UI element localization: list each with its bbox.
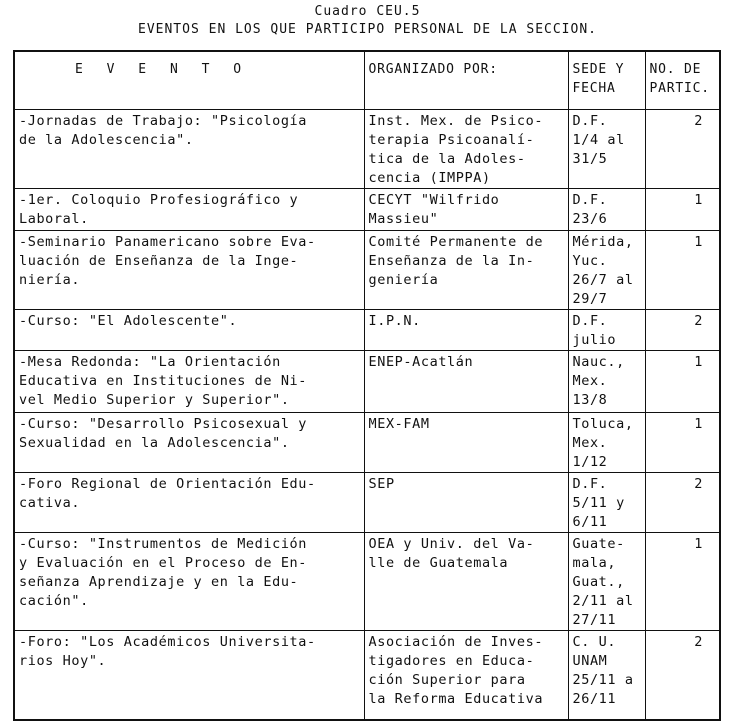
- table-title: Cuadro CEU.5: [314, 4, 421, 19]
- table-row: [14, 230, 720, 309]
- header-organizado: ORGANIZADO POR:: [364, 51, 568, 109]
- venue-date-cell: D.F. 1/4 al 31/5: [568, 109, 645, 188]
- header-evento: E V E N T O: [14, 51, 364, 109]
- venue-date-cell: D.F. julio: [568, 309, 645, 350]
- table-subtitle: EVENTOS EN LOS QUE PARTICIPO PERSONAL DE LA SECCION.: [138, 22, 597, 37]
- organizer-cell: SEP: [364, 472, 568, 532]
- event-cell: -Foro Regional de Orientación Edu- cativa.: [14, 472, 364, 532]
- venue-date-cell: D.F. 23/6: [568, 188, 645, 230]
- participants-cell: 1: [645, 532, 720, 630]
- table-row: [14, 109, 720, 188]
- event-cell: -Seminario Panamericano sobre Eva- luación de Enseñanza de la Inge- niería.: [14, 230, 364, 309]
- organizer-cell: ENEP-Acatlán: [364, 350, 568, 412]
- event-cell: -Mesa Redonda: "La Orientación Educativa en Instituciones de Ni- vel Medio Superior y Superior".: [14, 350, 364, 412]
- participants-cell: 2: [645, 472, 720, 532]
- participants-cell: 2: [645, 109, 720, 188]
- organizer-cell: Comité Permanente de Enseñanza de la In- geniería: [364, 230, 568, 309]
- organizer-cell: Asociación de Inves- tigadores en Educa- ción Superior para la Reforma Educativa: [364, 630, 568, 720]
- organizer-cell: OEA y Univ. del Va- lle de Guatemala: [364, 532, 568, 630]
- venue-date-cell: Guate- mala, Guat., 2/11 al 27/11: [568, 532, 645, 630]
- table-row: [14, 412, 720, 472]
- events-table: [13, 50, 721, 721]
- table-row: [14, 532, 720, 630]
- venue-date-cell: Nauc., Mex. 13/8: [568, 350, 645, 412]
- table-row: [14, 350, 720, 412]
- participants-cell: 1: [645, 350, 720, 412]
- participants-cell: 2: [645, 630, 720, 720]
- participants-cell: 1: [645, 230, 720, 309]
- table-row: [14, 630, 720, 720]
- header-sede: SEDE Y FECHA: [568, 51, 645, 109]
- event-cell: -Curso: "Desarrollo Psicosexual y Sexualidad en la Adolescencia".: [14, 412, 364, 472]
- participants-cell: 1: [645, 188, 720, 230]
- table-row: [14, 472, 720, 532]
- header-partic: NO. DE PARTIC.: [645, 51, 720, 109]
- venue-date-cell: C. U. UNAM 25/11 a 26/11: [568, 630, 645, 720]
- venue-date-cell: Toluca, Mex. 1/12: [568, 412, 645, 472]
- event-cell: -Foro: "Los Académicos Universita- rios Hoy".: [14, 630, 364, 720]
- table-row: [14, 188, 720, 230]
- participants-cell: 2: [645, 309, 720, 350]
- header-row: [14, 51, 720, 109]
- venue-date-cell: D.F. 5/11 y 6/11: [568, 472, 645, 532]
- venue-date-cell: Mérida, Yuc. 26/7 al 29/7: [568, 230, 645, 309]
- organizer-cell: I.P.N.: [364, 309, 568, 350]
- table-row: [14, 309, 720, 350]
- event-cell: -Curso: "Instrumentos de Medición y Evaluación en el Proceso de En- señanza Aprendizaje y en la Edu- cación".: [14, 532, 364, 630]
- participants-cell: 1: [645, 412, 720, 472]
- event-cell: -Jornadas de Trabajo: "Psicología de la Adolescencia".: [14, 109, 364, 188]
- organizer-cell: Inst. Mex. de Psico- terapia Psicoanalí- tica de la Adoles- cencia (IMPPA): [364, 109, 568, 188]
- organizer-cell: MEX-FAM: [364, 412, 568, 472]
- event-cell: -Curso: "El Adolescente".: [14, 309, 364, 350]
- event-cell: -1er. Coloquio Profesiográfico y Laboral.: [14, 188, 364, 230]
- organizer-cell: CECYT "Wilfrido Massieu": [364, 188, 568, 230]
